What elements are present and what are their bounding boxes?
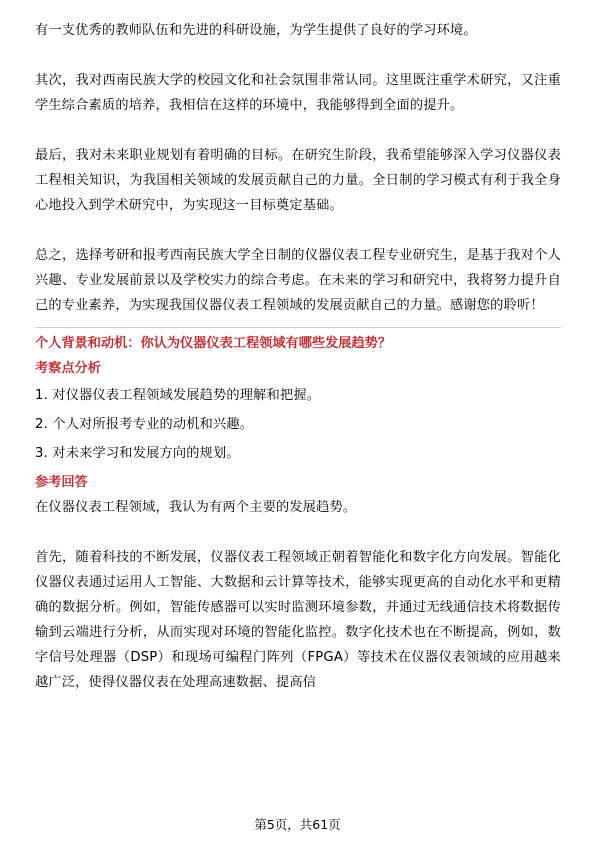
body-paragraph: 有一支优秀的教师队伍和先进的科研设施，为学生提供了良好的学习环境。 (35, 23, 477, 38)
answer-paragraph: 在仪器仪表工程领域，我认为有两个主要的发展趋势。 (35, 500, 357, 515)
analysis-heading: 考察点分析 (35, 361, 101, 376)
analysis-item: 3. 对未来学习和发展方向的规划。 (35, 446, 240, 461)
section-divider (35, 327, 561, 328)
analysis-item: 2. 个人对所报考专业的动机和兴趣。 (35, 417, 254, 432)
analysis-item: 1. 对仪器仪表工程领域发展趋势的理解和把握。 (35, 388, 321, 403)
paragraph-gap (35, 218, 561, 243)
paragraph-gap (35, 520, 561, 545)
body-paragraph: 总之，选择考研和报考西南民族大学全日制的仪器仪表工程专业研究生，是基于我对个人兴趣、专业发展前景以及学校实力的综合考虑。在未来的学习和研究中，我将努力提升自己的专业素养，为实现我国仪器仪表工程领域的发展贡献自己的力量。感谢您的聆听！ (35, 248, 561, 313)
question-title: 个人背景和动机：你认为仪器仪表工程领域有哪些发展趋势？ (35, 336, 392, 351)
body-paragraph: 最后，我对未来职业规划有着明确的目标。在研究生阶段，我希望能够深入学习仪器仪表工程相关知识，为我国相关领域的发展贡献自己的力量。全日制的学习模式有利于我全身心地投入到学术研究中，为实现这一目标奠定基础。 (35, 148, 561, 213)
answer-heading: 参考回答 (35, 475, 88, 490)
page-content (35, 18, 561, 695)
paragraph-gap (35, 118, 561, 143)
page-number: 第5页，共61页 (254, 817, 341, 832)
body-paragraph: 其次，我对西南民族大学的校园文化和社会氛围非常认同。这里既注重学术研究，又注重学生综合素质的培养，我相信在这样的环境中，我能够得到全面的提升。 (35, 73, 561, 113)
paragraph-gap (35, 43, 561, 68)
answer-paragraph: 首先，随着科技的不断发展，仪器仪表工程领域正朝着智能化和数字化方向发展。智能化仪器仪表通过运用人工智能、大数据和云计算等技术，能够实现更高的自动化水平和更精确的数据分析。例如，智能传感器可以实时监测环境参数，并通过无线通信技术将数据传输到云端进行分析，从而实现对环境的智能化监控。数字化技术也在不断提高，例如，数字信号处理器（DSP）和现场可编程门阵列（FPGA）等技术在仪器仪表领域的应用越来越广泛，使得仪器仪表在处理高速数据、提高信 (35, 550, 561, 690)
